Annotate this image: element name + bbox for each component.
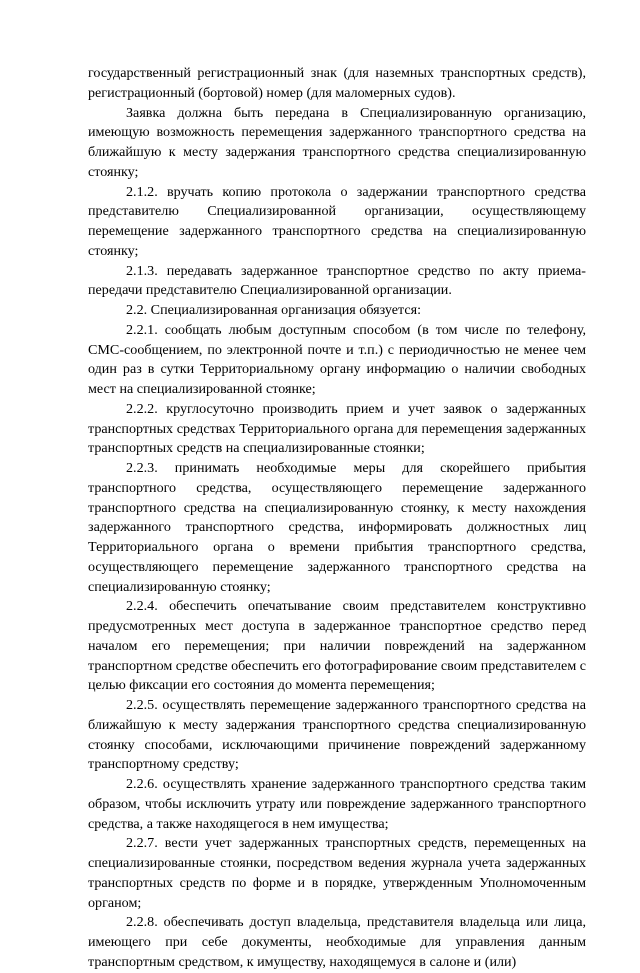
paragraph-2-1-2: 2.1.2. вручать копию протокола о задержании транспортного средства представителю Специализированной организации, осуществляющему перемещение задержанного транспортного средства на специализированную стоянку; xyxy=(88,183,586,259)
paragraph-2-2-5: 2.2.5. осуществлять перемещение задержанного транспортного средства на ближайшую к месту задержания транспортного средства специализированную стоянку способами, исключающими причинение повреждений задержанному транспортному средству; xyxy=(88,697,586,773)
paragraph-2-2-2: 2.2.2. круглосуточно производить прием и учет заявок о задержанных транспортных средствах Территориального органа для перемещения задержанных транспортных средств на специализированные стоянки; xyxy=(88,400,586,457)
paragraph-2-2: 2.2. Специализированная организация обязуется: xyxy=(126,302,422,318)
paragraph-continuation: государственный регистрационный знак (для наземных транспортных средств), регистрационный (бортовой) номер (для маломерных судов). xyxy=(88,65,586,101)
paragraph-2-2-6: 2.2.6. осуществлять хранение задержанного транспортного средства таким образом, чтобы исключить утрату или повреждение задержанного транспортного средства, а также находящегося в нем имущества; xyxy=(88,776,586,832)
paragraph-2-2-4: 2.2.4. обеспечить опечатывание своим представителем конструктивно предусмотренных мест доступа в задержанное транспортное средство перед началом его перемещения; при наличии повреждений на задержанном транспортном средстве обеспечить его фотографирование своим представителем с целью фиксации его состояния до момента перемещения; xyxy=(88,598,587,694)
paragraph-2-2-1: 2.2.1. сообщать любым доступным способом (в том числе по телефону, СМС-сообщением, по электронной почте и т.п.) с периодичностью не менее чем один раз в сутки Территориальному органу информацию о наличии свободных мест на специализированной стоянке; xyxy=(88,321,586,397)
paragraph-2-1-3: 2.1.3. передавать задержанное транспортное средство по акту приема-передачи представителю Специализированной организации. xyxy=(88,262,586,299)
paragraph-request-transfer: Заявка должна быть передана в Специализированную организацию, имеющую возможность перемещения задержанного транспортного средства на ближайшую к месту задержания транспортного средства специализированную стоянку; xyxy=(88,104,586,180)
paragraph-2-2-7: 2.2.7. вести учет задержанных транспортных средств, перемещенных на специализированные стоянки, посредством ведения журнала учета задержанных транспортных средств по форме и в порядке, утвержденным Уполномоченным органом; xyxy=(88,835,586,911)
paragraph-2-2-3: 2.2.3. принимать необходимые меры для скорейшего прибытия транспортного средства, осуществляющего перемещение задержанного транспортного средства на специализированную стоянку, к месту нахождения задержанного транспортного средства, информировать должностных лиц Территориального органа о времени прибытия транспортного средства, осуществляющего перемещение задержанного транспортного средства на специализированную стоянку; xyxy=(88,460,586,595)
paragraph-2-2-8: 2.2.8. обеспечивать доступ владельца, представителя владельца или лица, имеющего при себе документы, необходимые для управления данным транспортным средством, к имуществу, находящемуся в салоне и (или) xyxy=(88,914,586,970)
document-body xyxy=(88,64,586,973)
